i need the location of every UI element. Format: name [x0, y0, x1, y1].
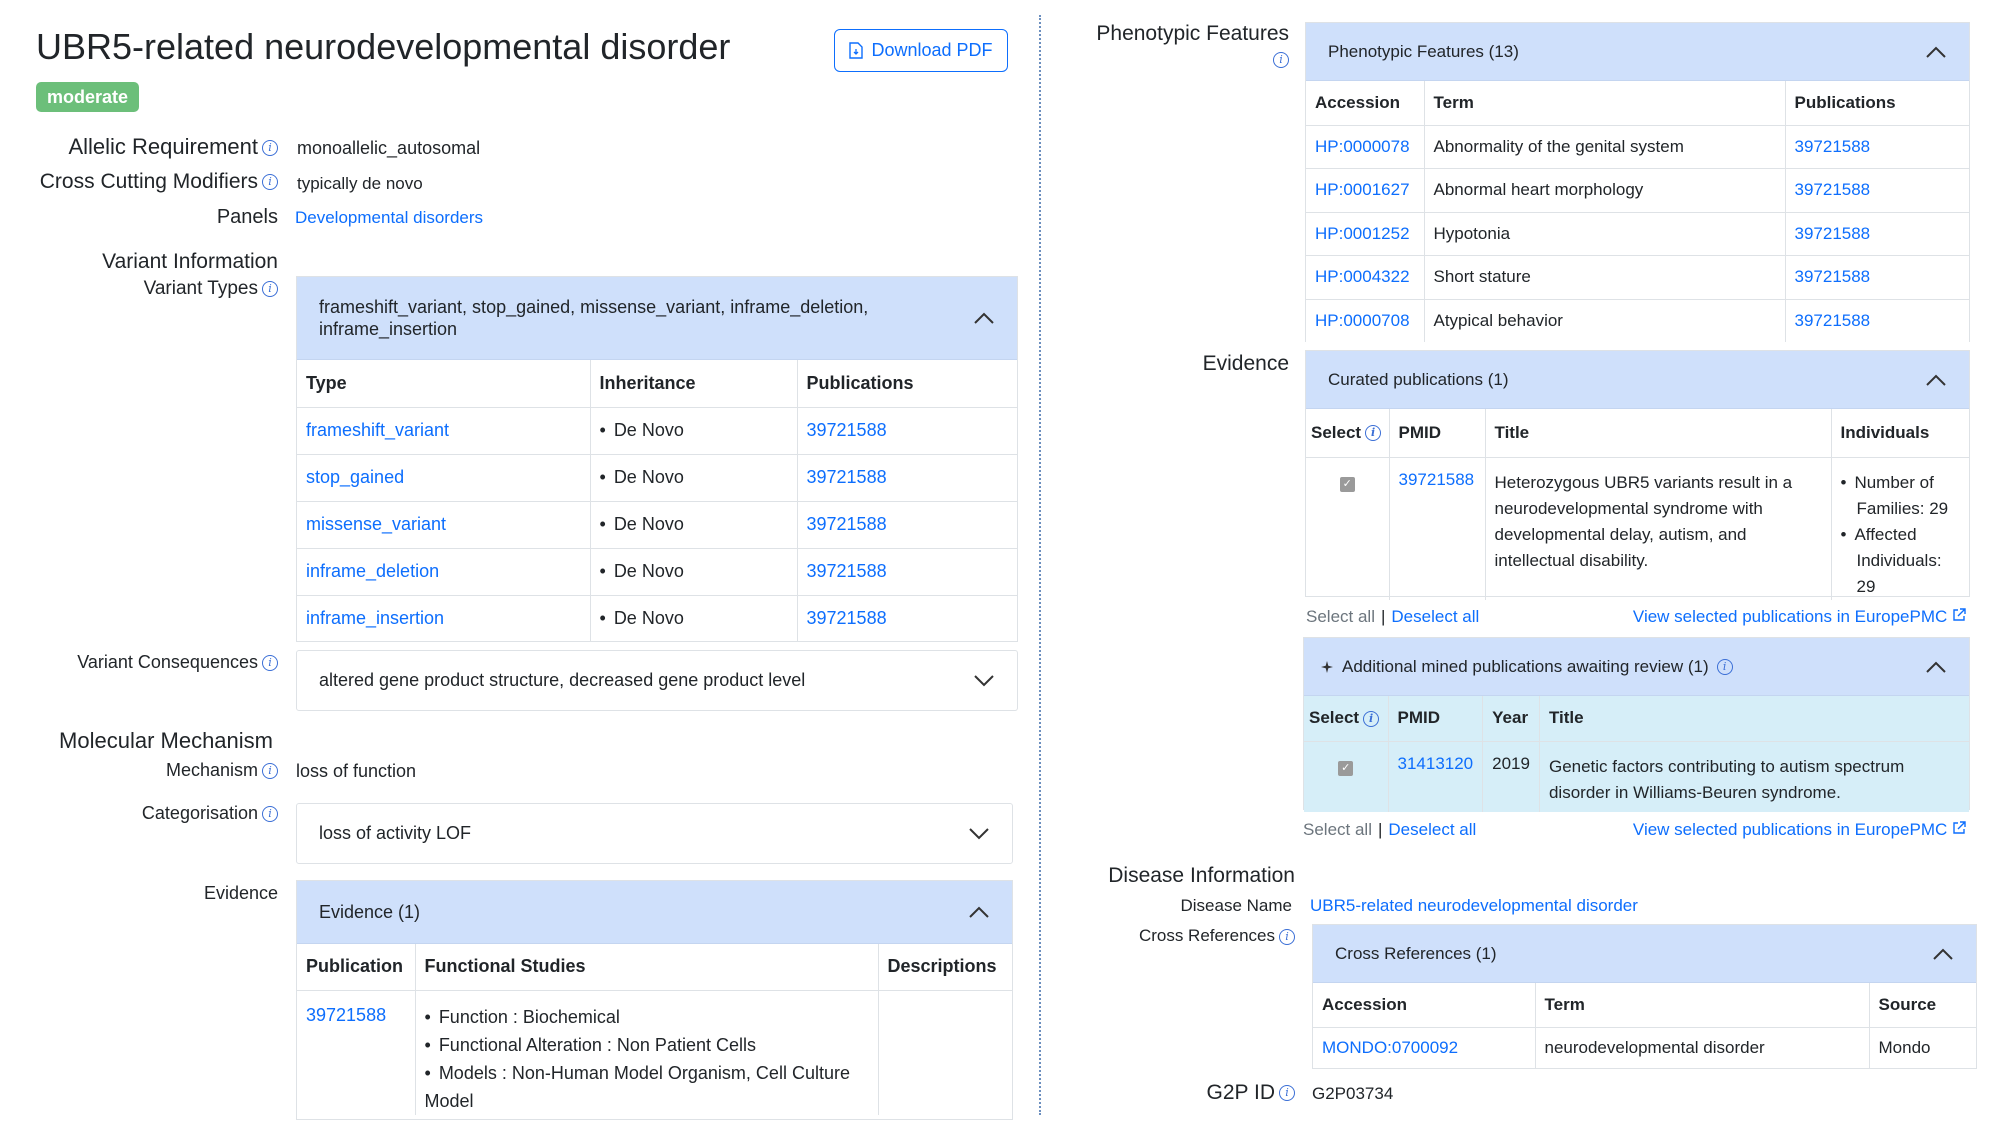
- table-row: [1306, 457, 1969, 600]
- functional-studies-list: [425, 1003, 869, 1115]
- publication-checkbox[interactable]: ✓: [1340, 477, 1355, 492]
- view-europepmc-text: View selected publications in EuropePMC: [1632, 820, 1948, 839]
- disease-name-link[interactable]: UBR5-related neurodevelopmental disorder: [1310, 896, 1638, 915]
- column-header-source: Source: [1869, 983, 1976, 1027]
- individuals-list: [1841, 470, 1961, 600]
- column-header-select: [1306, 409, 1389, 457]
- variant-types-text: Variant Types: [143, 278, 258, 299]
- inheritance-value: • De Novo: [600, 514, 788, 535]
- inheritance-value: • De Novo: [600, 608, 788, 629]
- column-header-title: Title: [1539, 696, 1969, 741]
- column-header-publication: Publication: [297, 944, 415, 990]
- table-row: [1306, 125, 1969, 169]
- publication-link[interactable]: 39721588: [1794, 180, 1871, 200]
- disease-information-heading: Disease Information: [1108, 864, 1295, 887]
- column-header-accession: Accession: [1313, 983, 1535, 1027]
- molecular-mechanism-heading: Molecular Mechanism: [59, 728, 273, 753]
- table-row: [297, 548, 1017, 595]
- chevron-up-icon[interactable]: [973, 311, 995, 325]
- mined-publications-panel: [1303, 637, 1970, 810]
- phenotypic-features-panel-header[interactable]: [1306, 23, 1969, 81]
- publication-link[interactable]: 39721588: [806, 420, 887, 440]
- publication-link[interactable]: 39721588: [1794, 311, 1871, 330]
- sparkle-icon: [1320, 660, 1334, 674]
- mined-publications-table: [1304, 696, 1969, 812]
- pmid-link[interactable]: 31413120: [1397, 753, 1474, 773]
- select-header-text: Select: [1309, 708, 1360, 728]
- variant-type-link[interactable]: frameshift_variant: [306, 420, 450, 440]
- info-icon[interactable]: i: [262, 806, 278, 822]
- curated-selection-controls: [1306, 607, 1479, 627]
- page-title: UBR5-related neurodevelopmental disorder: [36, 26, 731, 67]
- g2p-id-text: G2P ID: [1206, 1081, 1275, 1104]
- publication-link[interactable]: 39721588: [806, 514, 887, 534]
- column-header-publications: Publications: [1785, 81, 1969, 125]
- curated-publications-panel: [1305, 350, 1970, 597]
- publication-title: Genetic factors contributing to autism spectrum disorder in Williams-Beuren syndrome.: [1548, 756, 1905, 802]
- inheritance-value: • De Novo: [600, 420, 788, 441]
- publication-link[interactable]: 39721588: [806, 608, 887, 629]
- list-item: • Functional Alteration : Non Patient Cells: [425, 1031, 869, 1059]
- variant-consequences-value: altered gene product structure, decreased gene product level: [319, 670, 806, 690]
- view-europepmc-link[interactable]: [1633, 820, 1966, 840]
- external-link-icon: [1952, 821, 1966, 835]
- column-header-accession: Accession: [1306, 81, 1424, 125]
- mined-publications-panel-title: Additional mined publications awaiting review (1): [1342, 656, 1709, 676]
- cross-references-panel-title: Cross References (1): [1335, 943, 1497, 963]
- separator: |: [1377, 820, 1383, 839]
- mondo-accession-link[interactable]: MONDO:0700092: [1322, 1038, 1459, 1058]
- info-icon[interactable]: i: [1279, 1085, 1295, 1101]
- table-row: [297, 501, 1017, 548]
- phenotypic-features-panel: [1305, 22, 1970, 342]
- publication-link[interactable]: 39721588: [806, 561, 887, 581]
- curated-publications-panel-title: Curated publications (1): [1328, 369, 1509, 389]
- external-link-icon: [1952, 608, 1966, 622]
- mechanism-evidence-panel-title: Evidence (1): [319, 901, 421, 922]
- cross-references-panel: [1312, 924, 1977, 1069]
- variant-types-panel: [296, 276, 1018, 642]
- disease-name-label: Disease Name: [1180, 896, 1292, 915]
- info-icon[interactable]: i: [1273, 52, 1289, 68]
- mechanism-evidence-panel: [296, 880, 1013, 1120]
- g2p-id-value: G2P03734: [1312, 1084, 1394, 1103]
- deselect-all-button[interactable]: Deselect all: [1391, 607, 1480, 626]
- table-row: [1306, 256, 1969, 300]
- chevron-down-icon[interactable]: [968, 827, 990, 841]
- cross-cutting-modifiers-text: Cross Cutting Modifiers: [39, 170, 258, 193]
- mechanism-text: Mechanism: [165, 760, 258, 780]
- categorisation-text: Categorisation: [141, 803, 258, 823]
- column-header-individuals: Individuals: [1831, 409, 1969, 457]
- mechanism-label: [166, 760, 278, 781]
- list-item: • Function : Biochemical: [425, 1003, 869, 1031]
- panel-link-developmental-disorders[interactable]: Developmental disorders: [295, 208, 484, 227]
- column-header-term: Term: [1535, 983, 1869, 1027]
- pmid-link[interactable]: 39721588: [1398, 469, 1475, 489]
- hpo-accession-link[interactable]: HP:0000078: [1315, 136, 1410, 156]
- chevron-up-icon[interactable]: [1925, 373, 1947, 387]
- variant-type-link[interactable]: inframe_deletion: [306, 561, 440, 581]
- download-pdf-button[interactable]: [834, 29, 1008, 72]
- hpo-accession-link[interactable]: HP:0004322: [1315, 267, 1410, 287]
- column-header-publications: Publications: [797, 360, 1017, 407]
- phenotypic-features-panel-title: Phenotypic Features (13): [1328, 41, 1519, 61]
- allelic-requirement-text: Allelic Requirement: [68, 134, 258, 159]
- publication-link[interactable]: 39721588: [1794, 267, 1871, 287]
- download-pdf-label: Download PDF: [871, 40, 993, 60]
- inheritance-value: • De Novo: [600, 467, 788, 488]
- table-row: [297, 454, 1017, 501]
- term-value: Short stature: [1424, 256, 1785, 300]
- variant-types-label: [144, 278, 278, 300]
- table-row: [1306, 212, 1969, 256]
- table-row: [297, 595, 1017, 642]
- separator: |: [1380, 607, 1386, 626]
- info-icon[interactable]: i: [1717, 659, 1733, 675]
- info-icon[interactable]: i: [262, 140, 278, 156]
- variant-consequences-label: [77, 652, 278, 673]
- chevron-up-icon[interactable]: [968, 905, 990, 919]
- variant-types-panel-header[interactable]: [297, 277, 1017, 360]
- mechanism-value: loss of function: [296, 761, 417, 781]
- confidence-badge: moderate: [36, 82, 139, 112]
- table-row: [1306, 299, 1969, 342]
- list-item: • Number of Families: 29: [1841, 470, 1961, 522]
- variant-consequences-dropdown[interactable]: [296, 650, 1018, 711]
- hpo-accession-link[interactable]: HP:0001627: [1315, 180, 1410, 200]
- categorisation-dropdown[interactable]: [296, 803, 1013, 864]
- select-all-button[interactable]: Select all: [1303, 820, 1372, 839]
- categorisation-value: loss of activity LOF: [319, 823, 472, 843]
- cross-references-panel-header[interactable]: [1313, 925, 1976, 983]
- mechanism-evidence-table: [297, 944, 1012, 1115]
- mechanism-evidence-label: Evidence: [203, 883, 278, 903]
- term-value: Hypotonia: [1424, 212, 1785, 256]
- phenotypic-features-text: Phenotypic Features: [1096, 22, 1289, 45]
- term-value: Atypical behavior: [1424, 299, 1785, 342]
- publication-link[interactable]: 39721588: [306, 1004, 387, 1025]
- list-item: • Affected Individuals: 29: [1841, 522, 1961, 600]
- table-row: [1306, 169, 1969, 213]
- publication-link[interactable]: 39721588: [1794, 136, 1871, 156]
- curated-publications-table: [1306, 409, 1969, 600]
- column-divider: [1039, 15, 1041, 1115]
- mined-selection-controls: [1303, 820, 1476, 840]
- variant-type-link[interactable]: inframe_insertion: [306, 608, 445, 629]
- source-value: Mondo: [1878, 1038, 1931, 1058]
- view-europepmc-text: View selected publications in EuropePMC: [1632, 607, 1948, 626]
- view-europepmc-link[interactable]: [1633, 607, 1966, 627]
- year-value: 2019: [1483, 741, 1540, 812]
- cross-references-label: [1139, 926, 1295, 946]
- column-header-term: Term: [1424, 81, 1785, 125]
- hpo-accession-link[interactable]: HP:0001252: [1315, 223, 1410, 243]
- select-all-button[interactable]: Select all: [1306, 607, 1375, 626]
- panels-label: Panels: [216, 206, 278, 228]
- column-header-select: [1304, 696, 1388, 741]
- mechanism-evidence-panel-header[interactable]: [297, 881, 1012, 944]
- curated-publications-panel-header[interactable]: [1306, 351, 1969, 409]
- info-icon[interactable]: i: [1279, 929, 1295, 945]
- publication-link[interactable]: 39721588: [806, 467, 887, 487]
- table-row: [1304, 741, 1969, 812]
- column-header-pmid: PMID: [1388, 696, 1483, 741]
- publication-title: Heterozygous UBR5 variants result in a neurodevelopmental syndrome with developmental delay, autism, and intellectual disability.: [1485, 457, 1831, 600]
- column-header-type: Type: [297, 360, 590, 407]
- chevron-up-icon[interactable]: [1925, 660, 1947, 674]
- variant-type-link[interactable]: missense_variant: [306, 514, 447, 534]
- variant-consequences-text: Variant Consequences: [77, 652, 258, 672]
- column-header-title: Title: [1485, 409, 1831, 457]
- chevron-up-icon[interactable]: [1925, 45, 1947, 59]
- phenotypic-features-table: [1306, 81, 1969, 342]
- table-row: [297, 990, 1012, 1115]
- variant-types-table: [297, 360, 1017, 642]
- variant-types-summary: frameshift_variant, stop_gained, missense_variant, inframe_deletion, inframe_insertion: [319, 297, 869, 339]
- select-header-text: Select: [1311, 422, 1362, 442]
- info-icon[interactable]: i: [1363, 711, 1379, 727]
- variant-type-link[interactable]: stop_gained: [306, 467, 405, 487]
- column-header-year: Year: [1483, 696, 1540, 741]
- column-header-functional-studies: Functional Studies: [415, 944, 878, 990]
- inheritance-value: • De Novo: [600, 561, 788, 582]
- term-value: neurodevelopmental disorder: [1535, 1027, 1869, 1069]
- cross-references-text: Cross References: [1138, 926, 1275, 945]
- hpo-accession-link[interactable]: HP:0000708: [1315, 311, 1410, 330]
- cross-cutting-modifiers-label: [40, 170, 278, 194]
- description-cell: [878, 990, 1012, 1115]
- table-row: [297, 407, 1017, 454]
- publication-link[interactable]: 39721588: [1794, 223, 1871, 243]
- evidence-label: Evidence: [1202, 352, 1289, 375]
- column-header-inheritance: Inheritance: [590, 360, 797, 407]
- info-icon[interactable]: i: [262, 655, 278, 671]
- column-header-pmid: PMID: [1389, 409, 1485, 457]
- mined-publications-title-group: [1320, 657, 1733, 677]
- deselect-all-button[interactable]: Deselect all: [1388, 820, 1477, 839]
- column-header-descriptions: Descriptions: [878, 944, 1012, 990]
- chevron-down-icon[interactable]: [973, 674, 995, 688]
- term-value: Abnormal heart morphology: [1424, 169, 1785, 213]
- mined-publications-panel-header[interactable]: [1304, 638, 1969, 696]
- info-icon[interactable]: i: [262, 174, 278, 190]
- term-value: Abnormality of the genital system: [1424, 125, 1785, 169]
- phenotypic-features-label: [1096, 22, 1289, 72]
- info-icon[interactable]: i: [1365, 425, 1381, 441]
- publication-checkbox[interactable]: ✓: [1338, 761, 1353, 776]
- chevron-up-icon[interactable]: [1932, 947, 1954, 961]
- info-icon[interactable]: i: [262, 763, 278, 779]
- info-icon[interactable]: i: [262, 281, 278, 297]
- cross-cutting-modifiers-value: typically de novo: [297, 174, 423, 193]
- list-item: • Models : Non-Human Model Organism, Cell Culture Model: [425, 1059, 869, 1115]
- cross-references-table: [1313, 983, 1976, 1069]
- variant-information-heading: Variant Information: [102, 250, 278, 273]
- allelic-requirement-value: monoallelic_autosomal: [297, 138, 481, 158]
- categorisation-label: [142, 803, 278, 824]
- allelic-requirement-label: [68, 134, 278, 160]
- table-row: [1313, 1027, 1976, 1069]
- g2p-id-label: [1207, 1081, 1295, 1105]
- file-download-icon: [849, 42, 863, 59]
